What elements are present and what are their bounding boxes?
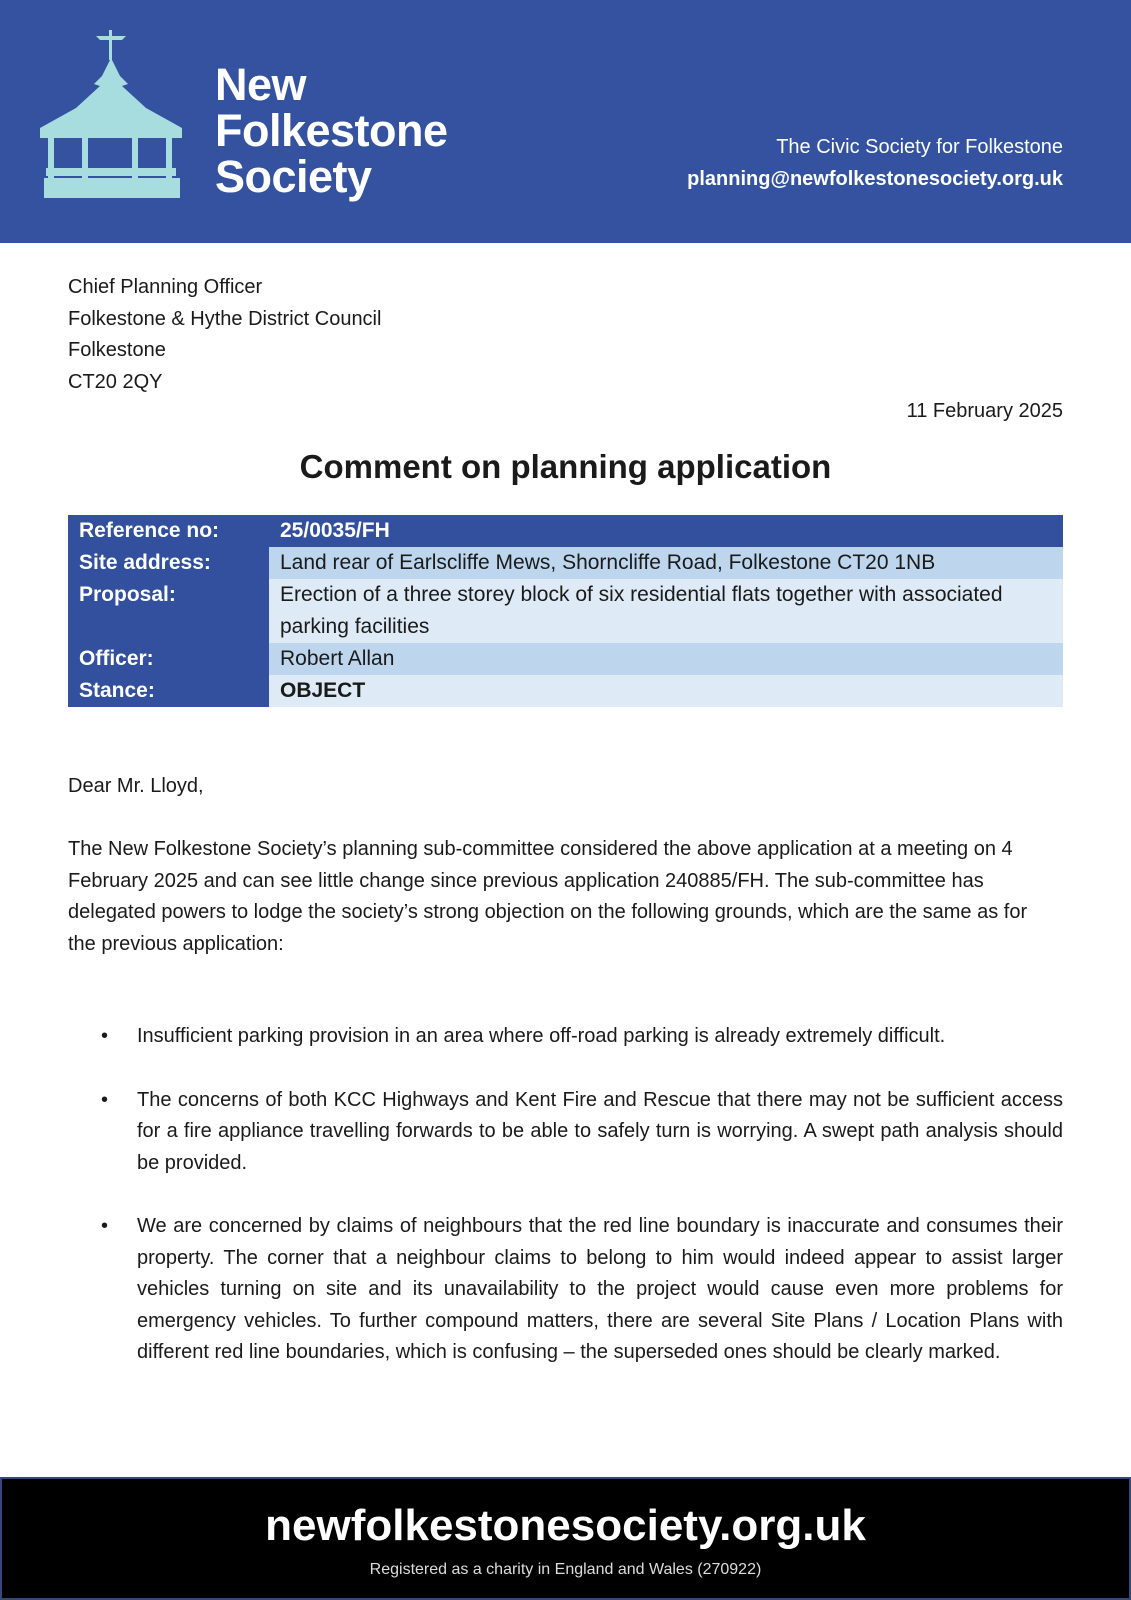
table-row: [68, 643, 1063, 675]
logo-line: New: [215, 59, 307, 110]
address-line: Folkestone & Hythe District Council: [68, 307, 382, 330]
table-row: [68, 579, 1063, 643]
row-value: OBJECT: [269, 675, 1063, 707]
letter-date: 11 February 2025: [906, 400, 1063, 422]
logo-line: Folkestone: [215, 105, 448, 156]
row-label: Reference no:: [68, 515, 269, 547]
contact-email[interactable]: planning@newfolkestonesociety.org.uk: [687, 168, 1063, 190]
society-name-logo: [215, 59, 448, 202]
row-value: 25/0035/FH: [269, 515, 1063, 547]
charity-registration: Registered as a charity in England and Wales (270922): [369, 1561, 762, 1578]
address-line: Folkestone: [68, 339, 166, 361]
address-line: CT20 2QY: [68, 370, 163, 393]
tagline: The Civic Society for Folkestone: [776, 136, 1063, 158]
row-label: Proposal:: [68, 579, 269, 643]
website-link[interactable]: newfolkestonesociety.org.uk: [265, 1501, 866, 1550]
list-item: • Insufficient parking provision in an area where off-road parking is already extremely difficult.: [68, 1021, 1063, 1053]
row-value: Robert Allan: [269, 643, 1063, 675]
list-item: • The concerns of both KCC Highways and Kent Fire and Rescue that there may not be sufficient access for a fire appliance travelling forwards to be able to safely turn is worrying. A swept path analysis should be provided.: [68, 1085, 1063, 1180]
row-value: Erection of a three storey block of six residential flats together with associated parking facilities: [269, 579, 1063, 643]
table-row: [68, 547, 1063, 579]
salutation: Dear Mr. Lloyd,: [68, 775, 204, 797]
application-details-table: [68, 515, 1063, 707]
row-label: Stance:: [68, 675, 269, 707]
row-label: Site address:: [68, 547, 269, 579]
grounds-list: [68, 1021, 1063, 1401]
footer: [0, 1477, 1131, 1600]
logo-line: Society: [215, 151, 372, 202]
bandstand-logo-icon: [36, 28, 186, 198]
row-label: Officer:: [68, 643, 269, 675]
list-item: • We are concerned by claims of neighbours that the red line boundary is inaccurate and consumes their property. The corner that a neighbour claims to belong to him would indeed appear to assist larger vehicles turning on site and its unavailability to the project would cause even more problems for emergency vehicles. To further compound matters, there are several Site Plans / Location Plans with different red line boundaries, which is confusing – the superseded ones should be clearly marked.: [68, 1211, 1063, 1369]
letterhead: [0, 0, 1131, 243]
row-value: Land rear of Earlscliffe Mews, Shorncliffe Road, Folkestone CT20 1NB: [269, 547, 1063, 579]
table-row: [68, 675, 1063, 707]
intro-paragraph: The New Folkestone Society’s planning sub-committee considered the above application at a meeting on 4 February 2025 and can see little change since previous application 240885/FH. The sub-committee has delegated powers to lodge the society’s strong objection on the following grounds, which are the same as for the previous application:: [68, 838, 1028, 955]
address-line: Chief Planning Officer: [68, 276, 263, 298]
recipient-address: [68, 272, 381, 398]
table-row: [68, 515, 1063, 547]
document-title: Comment on planning application: [299, 448, 832, 485]
